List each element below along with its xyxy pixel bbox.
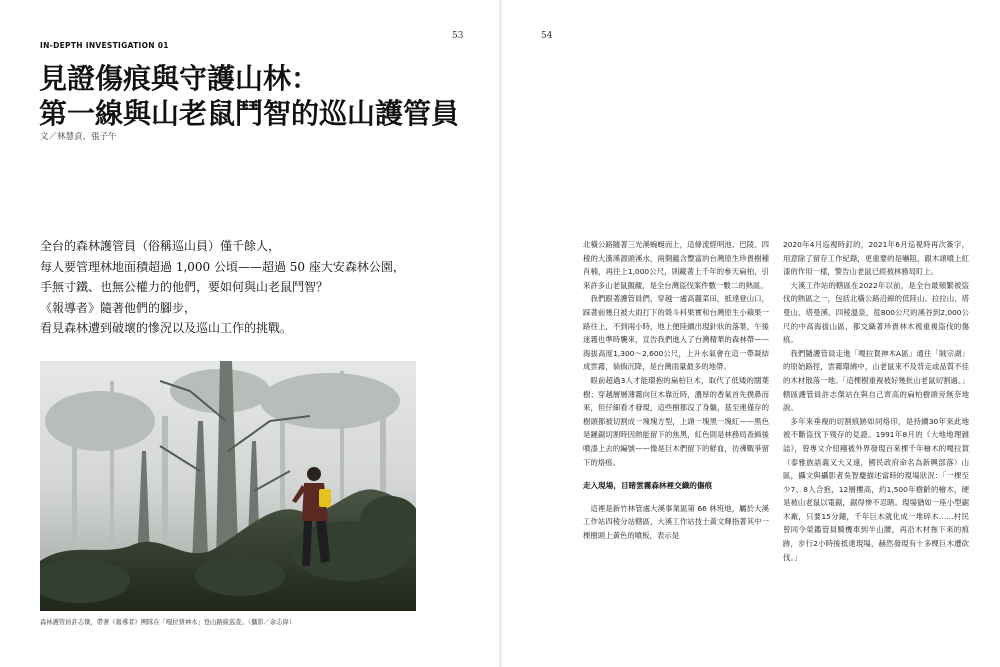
deck-line: 全台的森林護管員（俗稱巡山員）僅千餘人， — [40, 239, 281, 253]
paragraph: 大溪工作站的轄區在2022年以前，是全台最頻繁被盜伐的熱區之一，包括北橫公路沿線的低陸山、拉拉山、塔曼山、塔曼溪、四稜溫泉，從800公尺的溪谷到2,000公尺的中高海拔山區，都交織著珍貴林木被重複盜伐的傷痕。 — [783, 280, 969, 345]
paragraph: 這裡是新竹林管處大溪事業區第 66 林班地，屬於大溪工作站四稜分站轄區，大溪工作站技士黃文輝指著其中一棵樹頭上黃色的噴板，表示是 — [583, 503, 769, 540]
paragraph: 我們跟著護管員們，穿越一處高麗菜田，抵達登山口，踩著前幾日被大雨打下的殼斗科果實和台灣原生小蘋果一路往上，不到兩小時，地上便陸續出現針狀的落葉，午後迷霧也準時襲來，宣告我們進入了台灣精華的森林帶——海拔高度1,300～2,600公尺，上升水氣會在這一帶凝結成雲霧，倘徜沉降，是台灣雨量最多的地帶。 — [583, 294, 769, 372]
paragraph: 多年來垂複的切割痕跡如同烙印，是持續30年來此地被不斷盜伐下殘存的見證。1991年8月的《大地地理雜誌》，曾專文介紹剛被外界發現百來棵千年檜木的嘎拉賀（泰雅族語義又大又遠，國民政府命名為新興部落）山區，攝文與攝影者吳智慶描述當時的現場狀況：「一棵至少7、8人合抱，12層樓高，約1,500年樹齡的檜木，硬是被山老鼠以電鋸，鋸得惨不忍睹。現場猶如一座小型鋸木廠，只要15分鐘，千年巨木就化成一堆碎木……村民曾同令榮鑑管員騎機車到半山腰，再沿木材拖下來的痕跡，步行2小時後抵達現場，赫然發現有十多棵巨木遭砍伐。」 — [783, 416, 969, 562]
page-gutter — [499, 0, 502, 667]
deck-line: 看見森林遭到破壞的慘況以及巡山工作的挑戰。 — [40, 321, 293, 335]
deck-line: 手無寸鐵、也無公權力的他們，要如何與山老鼠鬥智？ — [40, 280, 329, 294]
deck-line: 每人要管理林地面積超過 1,000 公頃——超過 50 座大安森林公園， — [40, 259, 405, 274]
photo-caption: 森林護管員許志傑，帶著《報導者》團隊在「嘎拉賀神木」登山路線巡查。（攝影／余志偉） — [40, 619, 296, 626]
misty-forest-illustration — [40, 361, 416, 611]
byline: 文／林慧貞、張子午 — [40, 132, 117, 142]
section-heading: 走入現場，目睹雲霧森林裡交織的傷痕 — [583, 481, 713, 491]
title-line-1: 見證傷痕與守護山林： — [39, 62, 320, 95]
title-line-2: 第一線與山老鼠鬥智的巡山護管員 — [39, 97, 460, 130]
page-number-left: 53 — [452, 31, 464, 41]
body-column-2 — [783, 238, 969, 564]
paragraph: 2020年4月巡視時釘的，2021年6月巡視時再次簽字，用意除了留存工作紀錄，更重要的是嚇阻，跟木頭噴上紅漆的作用一樣，警告山老鼠已經被林務局盯上。 — [783, 240, 969, 277]
paragraph: 我們隨護管員走進「嘎拉賀神木A區」通往「賊宗湖」的原始路徑，雲霧環繞中，山老鼠來不及背走或品質不佳的木材散落一地。「這棵樹重複被好幾批山老鼠切割過。」轄區護管員許志傑站在與自己齊高的扁柏樹頭旁無奈地說。 — [783, 348, 969, 413]
deck-line: 《報導者》隨著他們的腳步， — [40, 300, 197, 315]
body-column-1 — [583, 238, 769, 542]
paragraph: 眼前超過3人才能環抱的扁柏巨木，取代了低矮的闊葉樹；穿越層層薄霧向巨木靠近時，濃厚的香氣首先撲鼻而來，但仔細看才發現，這些樹都沒了身軀，基至連僅存的樹頭都被切割成一塊塊方型，上頭一塊黑一塊紅——黑色是鏈鋸切割時因熱能留下的焦黑，紅色則是林務局查緝後噴漆上去的編號——像是巨木們留下的鮮血，彷彿戰爭留下的烙痕。 — [583, 375, 769, 467]
page-number-right: 54 — [541, 31, 553, 41]
article-title — [39, 61, 459, 131]
paragraph: 北橫公路隨著三光溪蜿蜒而上，這條流經明池、巴陵、四稜的大漢溪源頭溪水，兩側蘊含豐富的台灣原生珍貴樹種肖楠，再往上1,000公尺，則藏著上千年的參天扁柏，引來許多山老鼠覬覦，是全台灣盜伐案件數一數二的熱區。 — [583, 240, 769, 290]
section-kicker: IN-DEPTH INVESTIGATION 01 — [40, 41, 169, 50]
article-deck — [40, 236, 460, 339]
forest-photo — [40, 361, 416, 611]
